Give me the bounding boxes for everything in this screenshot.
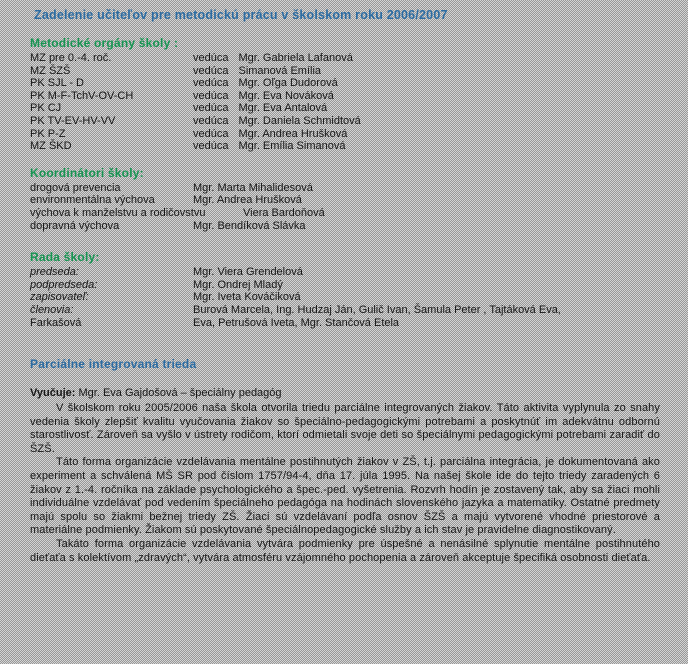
body-label: PK CJ xyxy=(30,102,62,115)
person-name: Mgr. Iveta Kováčiková xyxy=(193,291,301,304)
person-name: Eva, Petrušová Iveta, Mgr. Stančová Etela xyxy=(193,316,400,329)
person-name: Simanová Emília xyxy=(238,64,322,77)
section-heading-methodical-bodies: Metodické orgány školy : xyxy=(30,36,179,50)
list-item xyxy=(30,140,660,153)
list-item xyxy=(30,65,660,78)
coordinators-list xyxy=(30,182,660,232)
list-item xyxy=(30,207,660,220)
list-item xyxy=(30,182,660,195)
person-name: Mgr. Ondrej Mladý xyxy=(193,278,283,291)
list-item xyxy=(30,194,660,207)
person-name: Mgr. Eva Nováková xyxy=(238,89,334,102)
person-name: Mgr. Daniela Schmidtová xyxy=(238,114,361,127)
board-role: členovia: xyxy=(30,303,74,316)
board-role: podpredseda: xyxy=(30,278,98,291)
school-board-list xyxy=(30,266,660,329)
list-item xyxy=(30,128,660,141)
board-role: zapisovateľ: xyxy=(30,291,89,304)
role-label: vedúca xyxy=(193,89,229,102)
coordinator-area: výchova k manželstvu a rodičovstvu xyxy=(30,206,206,219)
spacer xyxy=(30,153,660,166)
person-name: Mgr. Bendíková Slávka xyxy=(193,219,306,232)
person-name: Mgr. Marta Mihalidesová xyxy=(193,181,313,194)
section-heading-school-board: Rada školy: xyxy=(30,250,100,265)
list-item xyxy=(30,266,660,279)
paragraph: Táto forma organizácie vzdelávania mentálne postihnutých žiakov v ZŠ, t.j. parciálna integrácia, je dokumentovaná ako experiment a schválená MŠ SR pod číslom 1757/94-4, dňa 17. júla 1995. Na našej škole ide do tejto triedy zaradených 6 žiakov z 1.-4. ročníka na základe psychologického a špec.-ped. vyšetrenia. Rozvrh hodín je zostavený tak, aby sa žiaci mohli individuálne vzdelávať pod vedením špeciálneho pedagóga na hodinách slovenského jazyka a matematiky. Ostatné predmety majú spolu so žiakmi bežnej triedy ZŠ. Žiaci sú vzdelávaní podľa osnov ŠZŠ a majú vytvorené vhodné priestorové a materiálne podmienky. Žiakom sú poskytované špeciálnopedagogické služby a ich stav je pravidelne diagnostikovaný. xyxy=(30,456,660,537)
list-item xyxy=(30,291,660,304)
person-name: Mgr. Viera Grendelová xyxy=(193,266,303,279)
person-name: Mgr. Andrea Hrušková xyxy=(238,127,348,140)
list-item xyxy=(30,77,660,90)
role-label: vedúca xyxy=(193,140,229,153)
body-label: MZ pre 0.-4. roč. xyxy=(30,52,112,64)
coordinator-area: environmentálna výchova xyxy=(30,194,155,207)
list-item xyxy=(30,220,660,233)
person-name: Mgr. Oľga Dudorová xyxy=(238,77,338,90)
paragraph: Takáto forma organizácie vzdelávania vytvára podmienky pre úspešné a nenásilné splynutie mentálne postihnutého dieťaťa s kolektívom „zdravých“, vytvára atmosféru vzájomného pochopenia a zároveň akceptuje špecifiká osobnosti dieťaťa. xyxy=(30,538,660,564)
body-label: MZ ŠZŠ xyxy=(30,64,71,77)
board-member-wrap: Farkašová xyxy=(30,316,82,329)
coordinator-area: dopravná výchova xyxy=(30,219,120,232)
section-heading-coordinators: Koordinátori školy: xyxy=(30,165,144,180)
methodical-bodies-list xyxy=(30,52,660,153)
section-heading-integrated-class: Parciálne integrovaná trieda xyxy=(30,357,197,372)
role-label: vedúca xyxy=(193,102,229,115)
body-label: PK TV-EV-HV-VV xyxy=(30,114,116,127)
person-name: Mgr. Gabriela Lafanová xyxy=(238,52,353,64)
person-name: Mgr. Andrea Hrušková xyxy=(193,194,302,207)
teacher-line xyxy=(30,387,660,400)
person-name: Viera Bardoňová xyxy=(243,206,325,219)
person-name: Burová Marcela, Ing. Hudzaj Ján, Gulič Ivan, Šamula Peter , Tajtáková Eva, xyxy=(193,303,561,316)
list-item xyxy=(30,317,660,330)
person-name: Mgr. Eva Antalová xyxy=(238,102,328,115)
body-label: PK P-Z xyxy=(30,127,66,140)
role-label: vedúca xyxy=(193,52,229,64)
page-title: Zadelenie učiteľov pre metodickú prácu v školskom roku 2006/2007 xyxy=(34,8,448,22)
list-item xyxy=(30,304,660,317)
role-label: vedúca xyxy=(193,127,229,140)
body-label: PK M-F-TchV-OV-CH xyxy=(30,89,134,102)
coordinator-area: drogová prevencia xyxy=(30,181,121,194)
list-item xyxy=(30,115,660,128)
teacher-name: Mgr. Eva Gajdošová – špeciálny pedagóg xyxy=(75,387,282,400)
teacher-label: Vyučuje: xyxy=(30,387,76,400)
role-label: vedúca xyxy=(193,114,229,127)
spacer xyxy=(30,232,660,250)
paragraph: V školskom roku 2005/2006 naša škola otvorila triedu parciálne integrovaných žiakov. Táto aktivita vyplynula zo snahy vedenia školy zlepšiť kvalitu vyučovania žiakov so špeciálno-pedagogickými potrebami a poskytnúť im adekvátnu odbornú starostlivosť. Zároveň sa vyšlo v ústrety rodičom, ktorí odmietali svoje deti so špeciálnymi pedagogickými potrebami zaradiť do ŠZŠ. xyxy=(30,402,660,455)
person-name: Mgr. Emília Simanová xyxy=(238,140,346,153)
body-label: PK SJL - D xyxy=(30,77,84,90)
body-label: MZ ŠKD xyxy=(30,140,72,153)
role-label: vedúca xyxy=(193,77,229,90)
role-label: vedúca xyxy=(193,64,229,77)
list-item xyxy=(30,52,660,65)
list-item xyxy=(30,102,660,115)
list-item xyxy=(30,90,660,103)
board-role: predseda: xyxy=(30,266,79,279)
list-item xyxy=(30,279,660,292)
